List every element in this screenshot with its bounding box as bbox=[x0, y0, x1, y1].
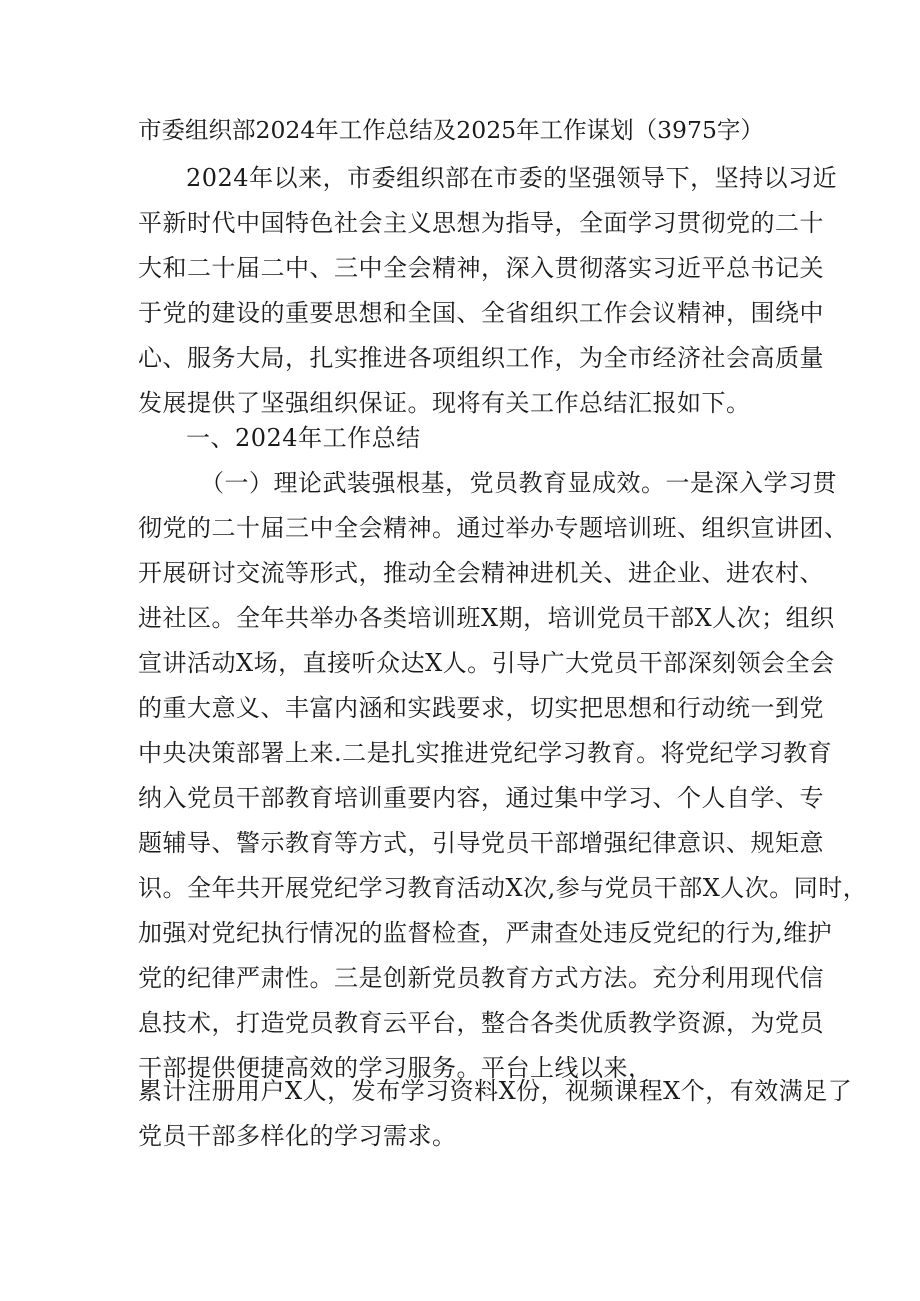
paragraph-line: 党员干部多样化的学习需求。 bbox=[138, 1122, 457, 1150]
paragraph-line: 发展提供了坚强组织保证。现将有关工作总结汇报如下。 bbox=[138, 389, 751, 417]
paragraph-line: 心、服务大局，扎实推进各项组织工作，为全市经济社会高质量 bbox=[138, 344, 824, 372]
paragraph-line: 开展研讨交流等形式，推动全会精神进机关、进企业、进农村、 bbox=[138, 559, 824, 587]
paragraph-line: 大和二十届二中、三中全会精神，深入贯彻落实习近平总书记关 bbox=[138, 254, 824, 282]
paragraph-line: 进社区。全年共举办各类培训班X期，培训党员干部X人次；组织 bbox=[138, 604, 835, 632]
paragraph-line: 党的纪律严肃性。三是创新党员教育方式方法。充分利用现代信 bbox=[138, 964, 824, 992]
paragraph-line: 中央决策部署上来.二是扎实推进党纪学习教育。将党纪学习教育 bbox=[138, 739, 833, 767]
paragraph-line: 息技术，打造党员教育云平台，整合各类优质教学资源，为党员 bbox=[138, 1009, 824, 1037]
paragraph-line: 的重大意义、丰富内涵和实践要求，切实把思想和行动统一到党 bbox=[138, 694, 824, 722]
paragraph-line: 识。全年共开展党纪学习教育活动X次,参与党员干部X人次。同时， bbox=[138, 874, 868, 902]
paragraph-line: 干部提供便捷高效的学习服务。平台上线以来， bbox=[138, 1054, 653, 1082]
paragraph-line: 平新时代中国特色社会主义思想为指导，全面学习贯彻党的二十 bbox=[138, 209, 824, 237]
paragraph-line: 于党的建设的重要思想和全国、全省组织工作会议精神，围绕中 bbox=[138, 299, 824, 327]
paragraph-line: 彻党的二十届三中全会精神。通过举办专题培训班、组织宣讲团、 bbox=[138, 514, 849, 542]
paragraph-line: 题辅导、警示教育等方式，引导党员干部增强纪律意识、规矩意 bbox=[138, 829, 824, 857]
paragraph-line: 2024年以来，市委组织部在市委的坚强领导下，坚持以习近 bbox=[186, 164, 838, 192]
paragraph-line: 纳入党员干部教育培训重要内容，通过集中学习、个人自学、专 bbox=[138, 784, 824, 812]
paragraph-line: 加强对党纪执行情况的监督检查，严肃查处违反党纪的行为,维护 bbox=[138, 919, 833, 947]
document-title: 市委组织部2024年工作总结及2025年工作谋划（3975字） bbox=[138, 116, 764, 144]
paragraph-line: 宣讲活动X场，直接听众达X人。引导广大党员干部深刻领会全会 bbox=[138, 649, 835, 677]
paragraph-line: （一）理论武装强根基，党员教育显成效。一是深入学习贯 bbox=[200, 469, 837, 497]
section-heading: 一、2024年工作总结 bbox=[186, 424, 421, 452]
paragraph-line: 累计注册用户X人，发布学习资料X份，视频课程X个，有效满足了 bbox=[138, 1077, 853, 1105]
